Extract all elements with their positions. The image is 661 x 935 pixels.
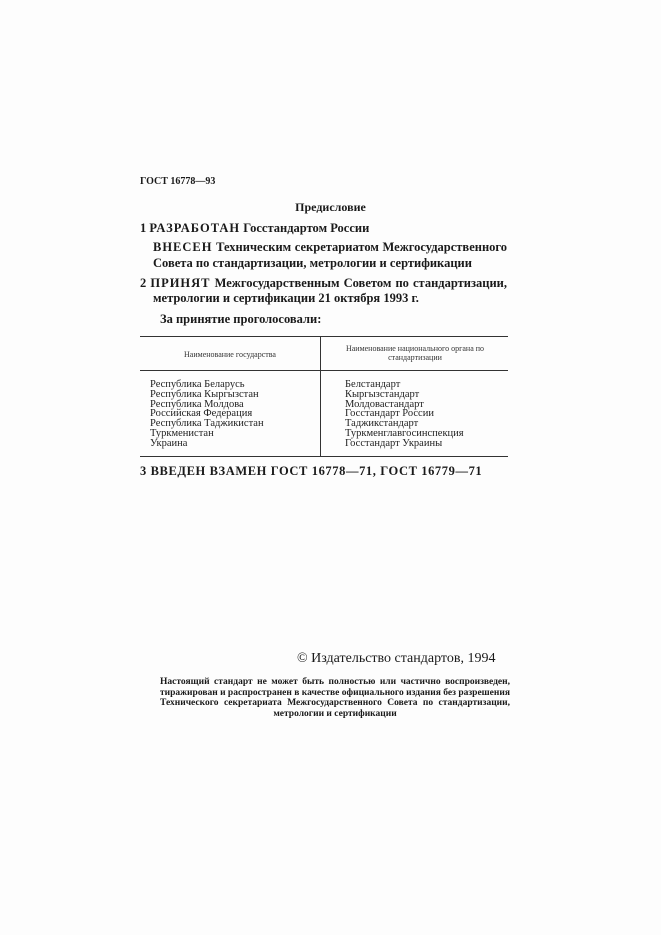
introduced-keyword: ВНЕСЕН	[153, 240, 213, 254]
item-text: Межгосударственным Советом по стандартизации,	[214, 276, 507, 290]
item-3: 3 ВВЕДЕН ВЗАМЕН ГОСТ 16778—71, ГОСТ 16779—71	[140, 464, 483, 478]
item-keyword: ПРИНЯТ	[150, 276, 211, 290]
states-column	[150, 380, 264, 449]
table-cell: Республика Таджикистан	[150, 418, 264, 430]
table-header-body: Наименование национального органа по стандартизации	[345, 344, 485, 362]
item-number: 1	[140, 221, 147, 235]
table-cell: Туркменглавгосинспекция	[345, 427, 464, 439]
table-cell: Молдовастандарт	[345, 398, 424, 410]
notice-line: Технического секретариата Межгосударственного Совета по стандартизации,	[160, 698, 510, 708]
table-cell: Республика Молдова	[150, 398, 244, 410]
introduced-text: Техническим секретариатом Межгосударственного	[216, 240, 508, 254]
item-number: 2	[140, 276, 147, 290]
table-cell: Российская Федерация	[150, 408, 253, 420]
notice-line: Настоящий стандарт не может быть полностью или частично воспроизведен,	[160, 677, 510, 687]
item-keyword: РАЗРАБОТАН	[149, 221, 241, 235]
voting-table	[140, 336, 508, 457]
table-cell: Республика Беларусь	[150, 379, 245, 390]
table-cell: Кыргызстандарт	[345, 388, 420, 400]
table-cell: Госстандарт России	[345, 408, 434, 420]
voted-label: За принятие проголосовали:	[160, 312, 322, 326]
item-1	[140, 221, 369, 236]
table-cell: Украина	[150, 437, 188, 449]
section-title: Предисловие	[295, 200, 366, 214]
item-2-line-2: метрологии и сертификации 21 октября 1993 г.	[153, 291, 419, 305]
table-cell: Туркменистан	[150, 427, 214, 439]
table-cell: Госстандарт Украины	[345, 437, 443, 449]
item-text: Госстандартом России	[243, 221, 370, 235]
table-cell: Белстандарт	[345, 379, 401, 390]
copyright-notice	[160, 677, 510, 719]
introduced-line-2: Совета по стандартизации, метрологии и сертификации	[153, 256, 472, 270]
introduced-line-1	[153, 240, 507, 255]
item-2-line-1	[140, 276, 507, 291]
notice-line: метрологии и сертификации	[273, 708, 397, 719]
table-header-rule	[140, 370, 508, 371]
notice-line: тиражирован и распространен в качестве официального издания без разрешения	[160, 687, 510, 698]
bodies-column	[345, 380, 464, 449]
copyright: © Издательство стандартов, 1994	[297, 651, 496, 666]
standard-number: ГОСТ 16778—93	[140, 176, 216, 187]
table-cell: Республика Кыргызстан	[150, 388, 259, 400]
table-divider	[320, 337, 321, 456]
table-cell: Таджикстандарт	[345, 418, 419, 430]
table-header-state: Наименование государства	[184, 350, 276, 359]
